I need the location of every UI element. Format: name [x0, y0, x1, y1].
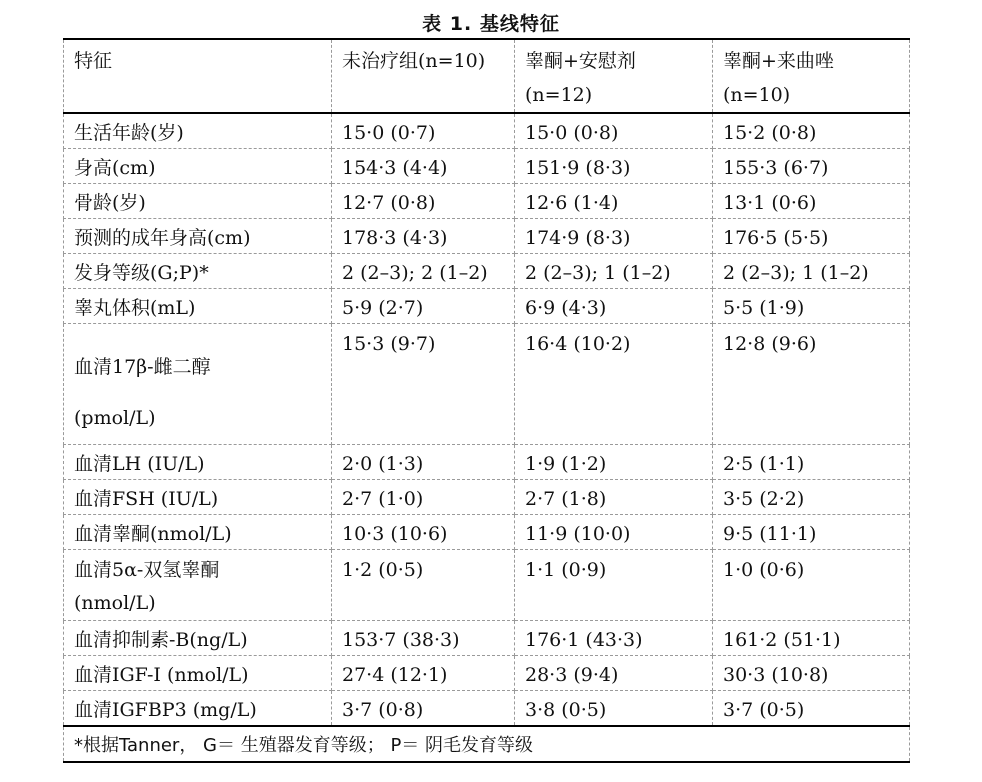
- cell-testosterone-placebo: 1·1 (0·9): [515, 550, 713, 621]
- header-testosterone-letrozole: [713, 39, 910, 113]
- cell-testosterone-placebo: 15·0 (0·8): [515, 113, 713, 149]
- table-row: [64, 184, 910, 219]
- cell-untreated: 27·4 (12·1): [332, 656, 515, 691]
- cell-testosterone-letrozole: 176·5 (5·5): [713, 219, 910, 254]
- row-label: 预测的成年身高(cm): [64, 219, 332, 254]
- cell-testosterone-letrozole: 15·2 (0·8): [713, 113, 910, 149]
- cell-testosterone-letrozole: 161·2 (51·1): [713, 621, 910, 656]
- table-row: [64, 550, 910, 621]
- row-label: 身高(cm): [64, 149, 332, 184]
- cell-testosterone-placebo: 16·4 (10·2): [515, 324, 713, 445]
- row-label: 血清IGF-I (nmol/L): [64, 656, 332, 691]
- cell-untreated: 2·0 (1·3): [332, 445, 515, 480]
- cell-testosterone-placebo: 176·1 (43·3): [515, 621, 713, 656]
- table-row: [64, 480, 910, 515]
- cell-testosterone-placebo: 12·6 (1·4): [515, 184, 713, 219]
- header-testosterone-letrozole-line1: 睾酮+来曲唑: [723, 50, 834, 72]
- table-row: [64, 219, 910, 254]
- row-label: 血清FSH (IU/L): [64, 480, 332, 515]
- cell-untreated: 1·2 (0·5): [332, 550, 515, 621]
- header-untreated: 未治疗组(n=10): [332, 39, 515, 113]
- row-label: 血清睾酮(nmol/L): [64, 515, 332, 550]
- table-caption: 表 1. 基线特征: [422, 13, 560, 35]
- cell-testosterone-letrozole: 155·3 (6·7): [713, 149, 910, 184]
- row-label-line1: 血清17β-雌二醇: [74, 356, 211, 378]
- row-label-line2: (pmol/L): [74, 407, 156, 429]
- row-label: [64, 550, 332, 621]
- table-row: [64, 149, 910, 184]
- cell-testosterone-placebo: 11·9 (10·0): [515, 515, 713, 550]
- cell-untreated: 5·9 (2·7): [332, 289, 515, 324]
- cell-testosterone-placebo: 2 (2–3); 1 (1–2): [515, 254, 713, 289]
- row-label-line1: 血清5α-双氢睾酮: [74, 559, 220, 581]
- table-row: [64, 656, 910, 691]
- cell-testosterone-letrozole: 5·5 (1·9): [713, 289, 910, 324]
- baseline-characteristics-table: [63, 38, 910, 763]
- cell-untreated: 178·3 (4·3): [332, 219, 515, 254]
- cell-testosterone-letrozole: 3·7 (0·5): [713, 691, 910, 727]
- table-row: [64, 445, 910, 480]
- row-label: 血清抑制素-B(ng/L): [64, 621, 332, 656]
- cell-untreated: 2 (2–3); 2 (1–2): [332, 254, 515, 289]
- cell-untreated: 15·0 (0·7): [332, 113, 515, 149]
- cell-testosterone-letrozole: 13·1 (0·6): [713, 184, 910, 219]
- cell-testosterone-placebo: 174·9 (8·3): [515, 219, 713, 254]
- table-header-row: [64, 39, 910, 113]
- cell-testosterone-placebo: 2·7 (1·8): [515, 480, 713, 515]
- cell-testosterone-letrozole: 2 (2–3); 1 (1–2): [713, 254, 910, 289]
- cell-testosterone-letrozole: 9·5 (11·1): [713, 515, 910, 550]
- row-label: 睾丸体积(mL): [64, 289, 332, 324]
- cell-untreated: 15·3 (9·7): [332, 324, 515, 445]
- row-label: 血清LH (IU/L): [64, 445, 332, 480]
- cell-testosterone-letrozole: 3·5 (2·2): [713, 480, 910, 515]
- row-label: 骨龄(岁): [64, 184, 332, 219]
- header-testosterone-placebo: [515, 39, 713, 113]
- table-row: [64, 324, 910, 445]
- cell-testosterone-placebo: 6·9 (4·3): [515, 289, 713, 324]
- cell-untreated: 2·7 (1·0): [332, 480, 515, 515]
- table-row: [64, 113, 910, 149]
- cell-testosterone-letrozole: 12·8 (9·6): [713, 324, 910, 445]
- cell-testosterone-letrozole: 2·5 (1·1): [713, 445, 910, 480]
- row-label: 生活年龄(岁): [64, 113, 332, 149]
- footnote-row: [64, 726, 910, 762]
- row-label: 发身等级(G;P)*: [64, 254, 332, 289]
- cell-untreated: 153·7 (38·3): [332, 621, 515, 656]
- table-row: [64, 621, 910, 656]
- header-testosterone-placebo-line1: 睾酮+安慰剂: [525, 50, 636, 72]
- table-row: [64, 254, 910, 289]
- table-row: [64, 691, 910, 727]
- cell-testosterone-placebo: 3·8 (0·5): [515, 691, 713, 727]
- cell-testosterone-letrozole: 30·3 (10·8): [713, 656, 910, 691]
- header-testosterone-letrozole-line2: (n=10): [723, 84, 791, 106]
- cell-untreated: 154·3 (4·4): [332, 149, 515, 184]
- cell-testosterone-placebo: 1·9 (1·2): [515, 445, 713, 480]
- table-row: [64, 289, 910, 324]
- cell-untreated: 12·7 (0·8): [332, 184, 515, 219]
- header-testosterone-placebo-line2: (n=12): [525, 84, 593, 106]
- row-label: 血清IGFBP3 (mg/L): [64, 691, 332, 727]
- cell-untreated: 10·3 (10·6): [332, 515, 515, 550]
- cell-testosterone-letrozole: 1·0 (0·6): [713, 550, 910, 621]
- header-characteristic: 特征: [64, 39, 332, 113]
- cell-testosterone-placebo: 151·9 (8·3): [515, 149, 713, 184]
- row-label-line2: (nmol/L): [74, 592, 156, 614]
- table-footnote: *根据Tanner， G＝ 生殖器发育等级； P＝ 阴毛发育等级: [64, 726, 910, 762]
- cell-testosterone-placebo: 28·3 (9·4): [515, 656, 713, 691]
- table-row: [64, 515, 910, 550]
- cell-untreated: 3·7 (0·8): [332, 691, 515, 727]
- row-label: [64, 324, 332, 445]
